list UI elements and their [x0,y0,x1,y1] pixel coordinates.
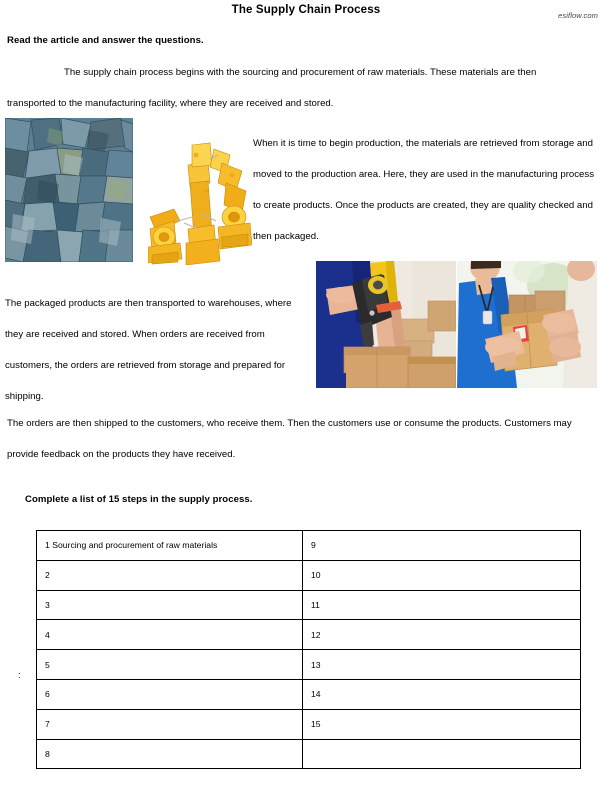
raw-materials-ore-photo [5,118,133,262]
step-cell[interactable]: 4 [37,620,303,650]
step-cell[interactable]: 9 [303,531,581,561]
table-row [37,679,581,709]
page-title: The Supply Chain Process [231,4,381,16]
supply-steps-table [36,530,581,769]
step-cell[interactable] [303,739,581,769]
step-cell[interactable]: 11 [303,590,581,620]
table-row [37,531,581,561]
site-watermark: esiflow.com [558,11,598,20]
step-cell[interactable]: 13 [303,650,581,680]
step-cell[interactable]: 14 [303,679,581,709]
step-cell[interactable]: 6 [37,679,303,709]
warehouse-barcode-scanning-photo [316,261,456,388]
table-row [37,739,581,769]
table-row [37,650,581,680]
article-paragraph-1: The supply chain process begins with the sourcing and procurement of raw materials. These materials are then transported to the manufacturing facility, where they are received and stored. [7,67,537,109]
article-paragraph-4: The orders are then shipped to the customers, who receive them. Then the customers use or consume the products. Customers may provide feedback on the products they have received. [7,418,572,460]
row-marker-colon: : [18,670,21,681]
delivery-handoff-photo [457,261,597,388]
article-paragraph-3: The packaged products are then transported to warehouses, where they are received and stored. When orders are received from customers, the orders are retrieved from storage and prepared for shipping. [5,298,292,402]
instruction-read-article: Read the article and answer the questions. [7,35,204,46]
instruction-complete-list: Complete a list of 15 steps in the supply process. [25,494,253,505]
industrial-robot-arms-photo [148,125,252,265]
step-cell[interactable]: 3 [37,590,303,620]
step-cell[interactable]: 5 [37,650,303,680]
step-cell[interactable]: 15 [303,709,581,739]
step-cell[interactable]: 1 Sourcing and procurement of raw materials [37,531,303,561]
step-cell[interactable]: 7 [37,709,303,739]
table-row [37,709,581,739]
step-cell[interactable]: 12 [303,620,581,650]
article-paragraph-2: When it is time to begin production, the materials are retrieved from storage and moved to the production area. Here, they are used in the manufacturing process to create products. Once the products are created, they are quality checked and then packaged. [253,138,595,242]
table-row [37,620,581,650]
table-row [37,560,581,590]
table-row [37,590,581,620]
step-cell[interactable]: 2 [37,560,303,590]
step-cell[interactable]: 10 [303,560,581,590]
step-cell[interactable]: 8 [37,739,303,769]
